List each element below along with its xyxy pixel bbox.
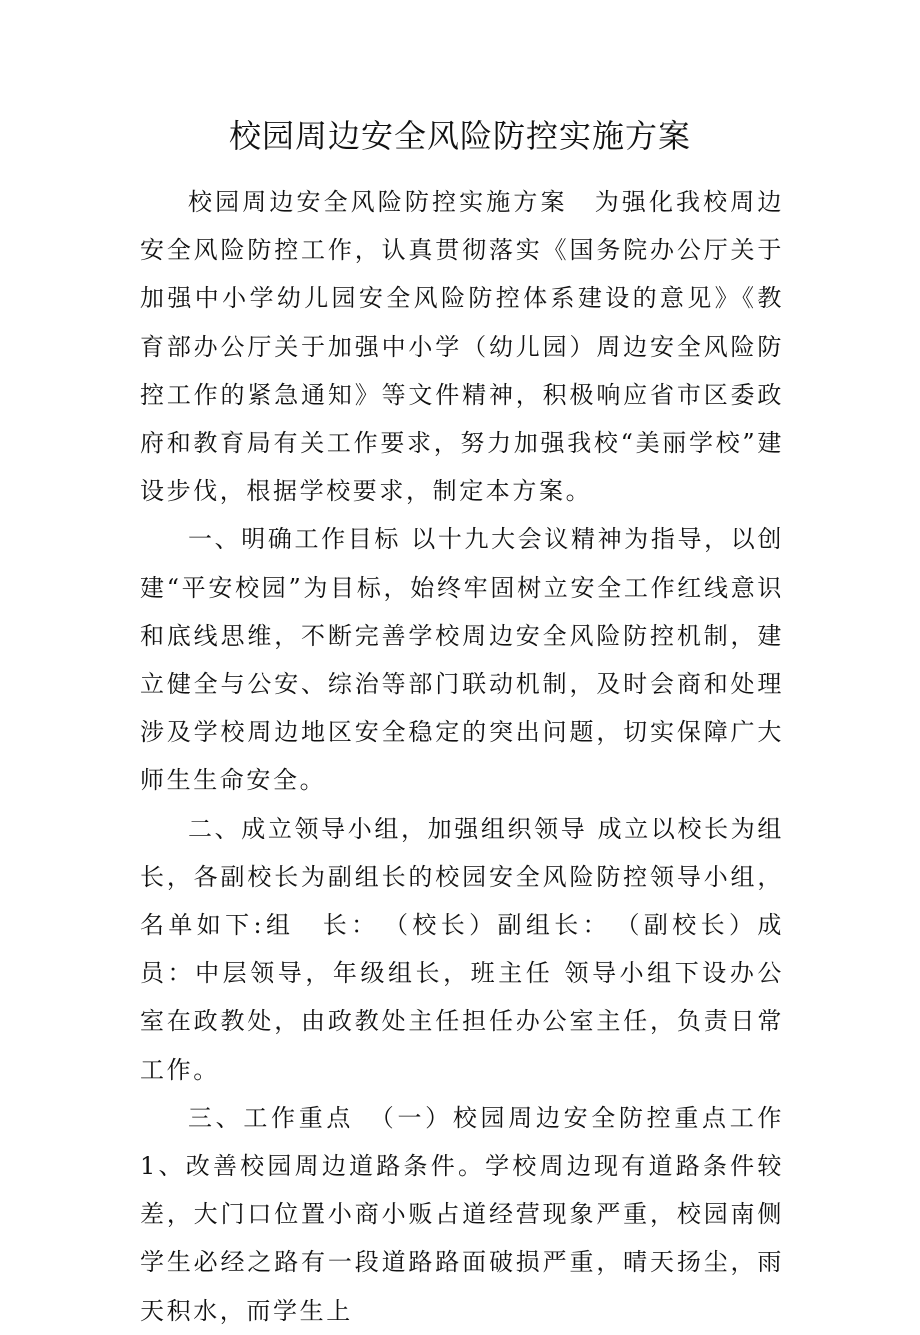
document-title: 校园周边安全风险防控实施方案 — [228, 117, 691, 155]
document-body — [140, 178, 811, 1335]
paragraph-section-2: 二、成立领导小组，加强组织领导 成立以校长为组长，各副校长为副组长的校园安全风险防控领导小组，名单如下:组 长： （校长）副组长： （副校长）成 员：中层领导，年级组长，班主任 领导小组下设办公室在政教处，由政教处主任担任办公室主任，负责日常工作。 — [140, 814, 811, 1084]
paragraph-intro: 校园周边安全风险防控实施方案 为强化我校周边安全风险防控工作，认真贯彻落实《国务院办公厅关于加强中小学幼儿园安全风险防控体系建设的意见》《教育部办公厅关于加强中小学（幼儿园）周边安全风险防控工作的紧急通知》等文件精神，积极响应省市区委政府和教育局有关工作要求，努力加强我校“美丽学校”建设步伐，根据学校要求，制定本方案。 — [140, 188, 784, 506]
paragraph-section-1: 一、明确工作目标 以十九大会议精神为指导，以创建“平安校园”为目标，始终牢固树立安全工作红线意识和底线思维，不断完善学校周边安全风险防控机制，建立健全与公安、综治等部门联动机制，及时会商和处理涉及学校周边地区安全稳定的突出问题，切实保障广大师生生命安全。 — [140, 525, 784, 795]
paragraph-section-3: 三、工作重点 （一）校园周边安全防控重点工作 1、改善校园周边道路条件。学校周边现有道路条件较差，大门口位置小商小贩占道经营现象严重，校园南侧学生必经之路有一段道路路面破损严重，晴天扬尘，雨天积水，而学生上 — [140, 1103, 784, 1325]
